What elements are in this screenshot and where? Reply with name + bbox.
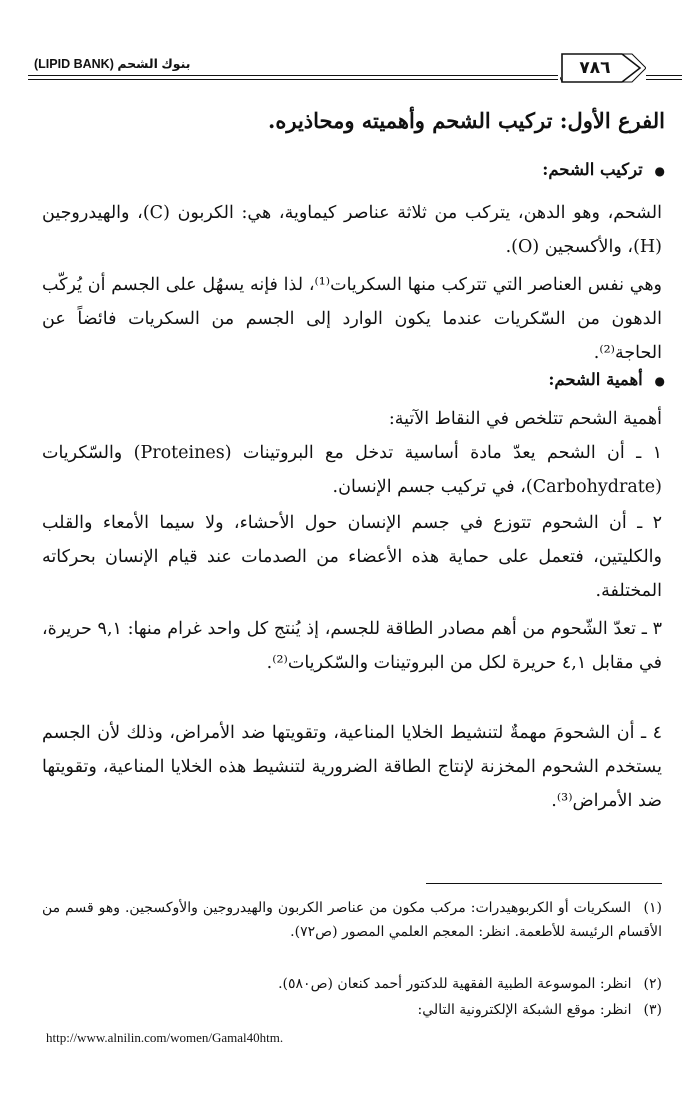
footnote-text: السكريات أو الكربوهيدرات: مركب مكون من عناصر الكربون والهيدروجين والأوكسجين. وهو قسم من الأقسام الرئيسة للأطعمة. انظر: المعجم العلمي المصور (ص٧٢). <box>42 900 662 940</box>
page-number: ٧٨٦ <box>579 58 611 78</box>
header-rule-tail-thin <box>646 79 682 80</box>
paragraph-importance-intro: أهمية الشحم تتلخص في النقاط الآتية: <box>388 409 662 429</box>
paragraph-sugars: وهي نفس العناصر التي تتركب منها السكريات⁽¹⁾، لذا فإنه يسهُل على الجسم أن يُركّب الدهون من السّكريات عندما يكون الوارد إلى الجسم من السكريات فائضاً عن الحاجة⁽²⁾. <box>42 275 663 363</box>
footnote-marker: (١) <box>643 900 663 916</box>
bullet-icon: ● <box>654 374 665 388</box>
header-rule-tail <box>646 75 682 76</box>
footnote-marker: (٢) <box>643 976 662 992</box>
section-title: الفرع الأول: تركيب الشحم وأهميته ومحاذيره. <box>268 108 665 133</box>
list-item-3: ٣ ـ تعدّ الشّحوم من أهم مصادر الطاقة للجسم، إذ يُنتج كل واحد غرام منها: ٩,١ حريرة، في مقابل ٤,١ حريرة لكل من البروتينات والسّكريات⁽²⁾. <box>42 619 662 673</box>
page-number-frame <box>560 52 646 84</box>
bullet-icon: ● <box>654 164 665 178</box>
subhead-composition <box>40 160 665 179</box>
page-header <box>28 48 678 98</box>
subhead-importance <box>40 370 665 389</box>
list-item-2: ٢ ـ أن الشحوم تتوزع في جسم الإنسان حول الأحشاء، ولا سيما الأمعاء والقلب والكليتين، فتعمل على حماية هذه الأعضاء من الصدمات عند قيام الإنسان بحركاته المختلفة. <box>42 513 662 601</box>
header-rule-thin <box>28 79 558 80</box>
header-rule <box>28 75 558 76</box>
subhead-composition-label: تركيب الشحم: <box>542 160 643 179</box>
subhead-importance-label: أهمية الشحم: <box>548 370 643 389</box>
running-head: بنوك الشحم (LIPID BANK) <box>34 57 191 71</box>
footnote-rule <box>426 883 662 884</box>
footnote-marker: (٣) <box>643 1002 662 1018</box>
footnote-text: انظر: موقع الشبكة الإلكترونية التالي: <box>417 1002 632 1018</box>
footnote-2 <box>42 972 662 996</box>
footnote-1 <box>42 896 662 944</box>
list-item-4: ٤ ـ أن الشحومَ مهمةٌ لتنشيط الخلايا المناعية، وتقويتها ضد الأمراض، وذلك لأن الجسم يستخدم الشحوم المخزنة لإنتاج الطاقة الضرورية لتنشيط هذه الخلايا المناعية، وتقويتها ضد الأمراض⁽³⁾. <box>42 723 662 811</box>
paragraph-composition: الشحم، وهو الدهن، يتركب من ثلاثة عناصر كيماوية، هي: الكربون (C)، والهيدروجين (H)، والأكسجين (O). <box>42 203 662 257</box>
list-item-1: ١ ـ أن الشحم يعدّ مادة أساسية تدخل مع البروتينات (Proteines) والسّكريات (Carbohydrate)، في تركيب جسم الإنسان. <box>42 443 662 497</box>
footnote-url: http://www.alnilin.com/women/Gamal40htm. <box>46 1030 284 1045</box>
footnote-text: انظر: الموسوعة الطبية الفقهية للدكتور أحمد كنعان (ص٥٨٠). <box>278 976 632 992</box>
footnote-3 <box>42 998 662 1022</box>
